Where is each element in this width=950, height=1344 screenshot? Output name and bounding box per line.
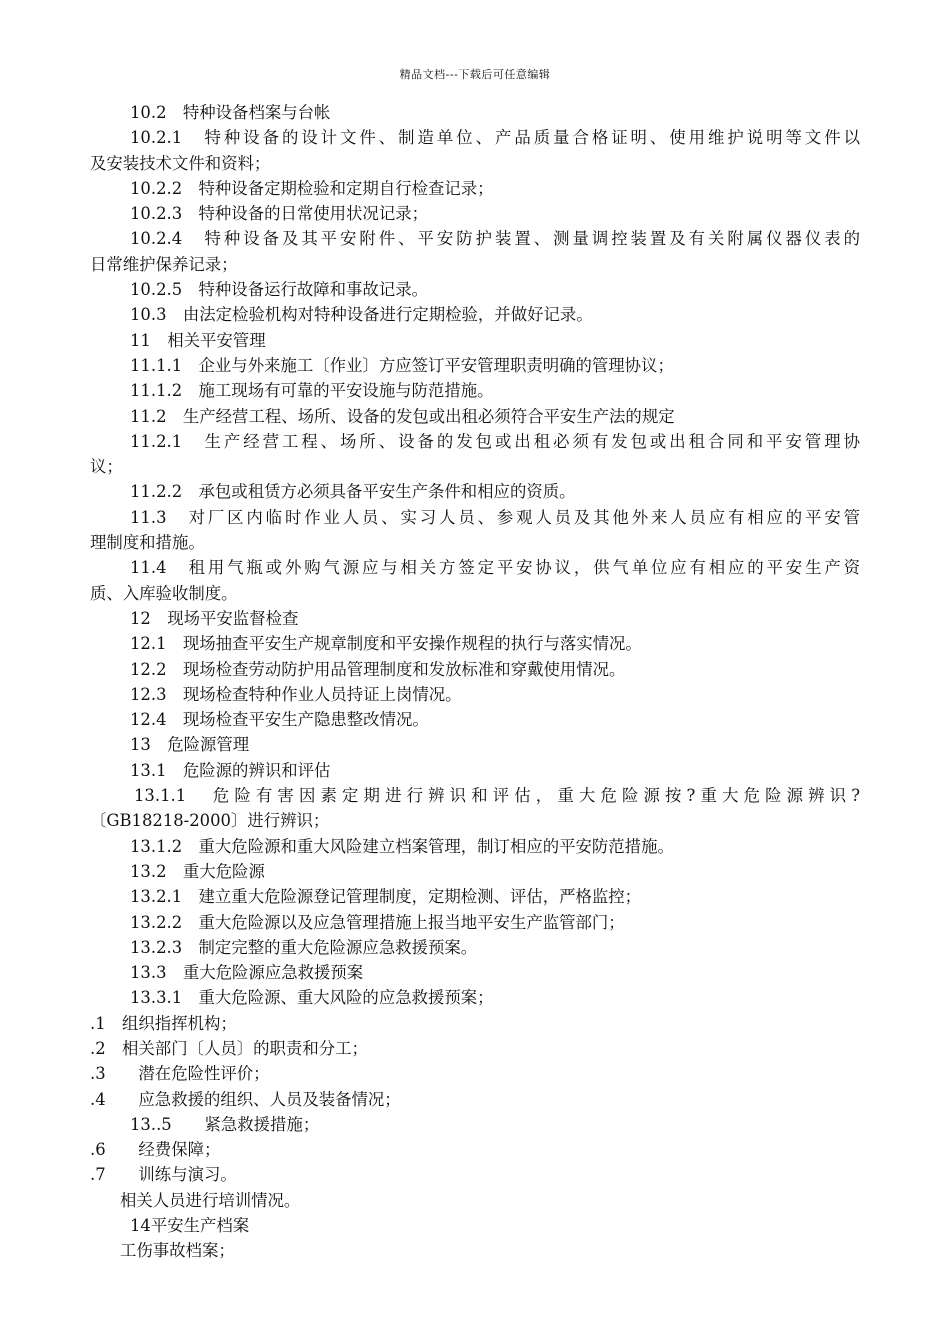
paragraph-line: 13.1.1 危险有害因素定期进行辨识和评估，重大危险源按?重大危险源辨识? xyxy=(134,786,860,806)
paragraph-line: .6 经费保障； xyxy=(90,1140,221,1160)
paragraph-line: 10.3 由法定检验机构对特种设备进行定期检验，并做好记录。 xyxy=(130,305,593,325)
paragraph-line: 10.2.1 特种设备的设计文件、制造单位、产品质量合格证明、使用维护说明等文件以 xyxy=(130,128,860,148)
paragraph-line: 11.2 生产经营工程、场所、设备的发包或出租必须符合平安生产法的规定 xyxy=(130,406,675,426)
document-body xyxy=(90,100,860,1264)
paragraph-line: .2 相关部门〔人员〕的职责和分工； xyxy=(90,1038,368,1058)
paragraph-line: 13..5 紧急救援措施； xyxy=(130,1114,320,1134)
paragraph-line: 10.2.4 特种设备及其平安附件、平安防护装置、测量调控装置及有关附属仪器仪表的 xyxy=(130,229,860,249)
paragraph-line: 11.1.1 企业与外来施工〔作业〕方应签订平安管理职责明确的管理协议； xyxy=(130,355,674,375)
paragraph-line: 12 现场平安监督检查 xyxy=(130,608,299,628)
paragraph-line: 相关人员进行培训情况。 xyxy=(120,1190,301,1210)
paragraph-line: 工伤事故档案； xyxy=(120,1241,235,1261)
paragraph-line: 11.4 租用气瓶或外购气源应与相关方签定平安协议，供气单位应有相应的平安生产资 xyxy=(130,558,860,578)
paragraph-line: 12.3 现场检查特种作业人员持证上岗情况。 xyxy=(130,684,462,704)
paragraph-line: 12.1 现场抽查平安生产规章制度和平安操作规程的执行与落实情况。 xyxy=(130,634,642,654)
paragraph-line: 13 危险源管理 xyxy=(130,735,250,755)
paragraph-line: 日常维护保养记录； xyxy=(90,254,238,274)
paragraph-line: 13.3.1 重大危险源、重大风险的应急救援预案； xyxy=(130,988,494,1008)
paragraph-line: 11 相关平安管理 xyxy=(130,330,266,350)
paragraph-line: 10.2.5 特种设备运行故障和事故记录。 xyxy=(130,280,428,300)
page-header: 精品文档---下载后可任意编辑 xyxy=(399,68,551,81)
paragraph-line: 13.3 重大危险源应急救援预案 xyxy=(130,963,364,983)
paragraph-line: .3 潜在危险性评价； xyxy=(90,1064,270,1084)
paragraph-line: .1 组织指挥机构； xyxy=(90,1013,237,1033)
paragraph-line: 质、入库验收制度。 xyxy=(90,583,238,603)
paragraph-line: 议； xyxy=(90,457,123,477)
paragraph-line: 14平安生产档案 xyxy=(130,1216,250,1236)
paragraph-line: 13.2.3 制定完整的重大危险源应急救援预案。 xyxy=(130,937,478,957)
paragraph-line: 13.1.2 重大危险源和重大风险建立档案管理，制订相应的平安防范措施。 xyxy=(130,836,674,856)
paragraph-line: 及安装技术文件和资料； xyxy=(90,153,271,173)
paragraph-line: 13.2.2 重大危险源以及应急管理措施上报当地平安生产监管部门； xyxy=(130,912,625,932)
paragraph-line: .4 应急救援的组织、人员及装备情况； xyxy=(90,1089,401,1109)
paragraph-line: 13.2.1 建立重大危险源登记管理制度，定期检测、评估，严格监控； xyxy=(130,887,642,907)
paragraph-line: 11.2.1 生产经营工程、场所、设备的发包或出租必须有发包或出租合同和平安管理协 xyxy=(130,431,860,451)
paragraph-line: .7 训练与演习。 xyxy=(90,1165,237,1185)
paragraph-line: 11.2.2 承包或租赁方必须具备平安生产条件和相应的资质。 xyxy=(130,482,576,502)
paragraph-line: 11.3 对厂区内临时作业人员、实习人员、参观人员及其他外来人员应有相应的平安管 xyxy=(130,507,860,527)
paragraph-line: 12.4 现场检查平安生产隐患整改情况。 xyxy=(130,710,429,730)
paragraph-line: 10.2 特种设备档案与台帐 xyxy=(130,103,331,122)
paragraph-line: 10.2.2 特种设备定期检验和定期自行检查记录； xyxy=(130,178,494,198)
paragraph-line: 〔GB18218-2000〕进行辨识； xyxy=(90,811,330,831)
paragraph-line: 12.2 现场检查劳动防护用品管理制度和发放标准和穿戴使用情况。 xyxy=(130,659,626,679)
paragraph-line: 13.1 危险源的辨识和评估 xyxy=(130,760,331,780)
paragraph-line: 理制度和措施。 xyxy=(90,533,205,553)
paragraph-line: 13.2 重大危险源 xyxy=(130,861,265,881)
paragraph-line: 11.1.2 施工现场有可靠的平安设施与防范措施。 xyxy=(130,381,494,401)
paragraph-line: 10.2.3 特种设备的日常使用状况记录； xyxy=(130,204,428,224)
